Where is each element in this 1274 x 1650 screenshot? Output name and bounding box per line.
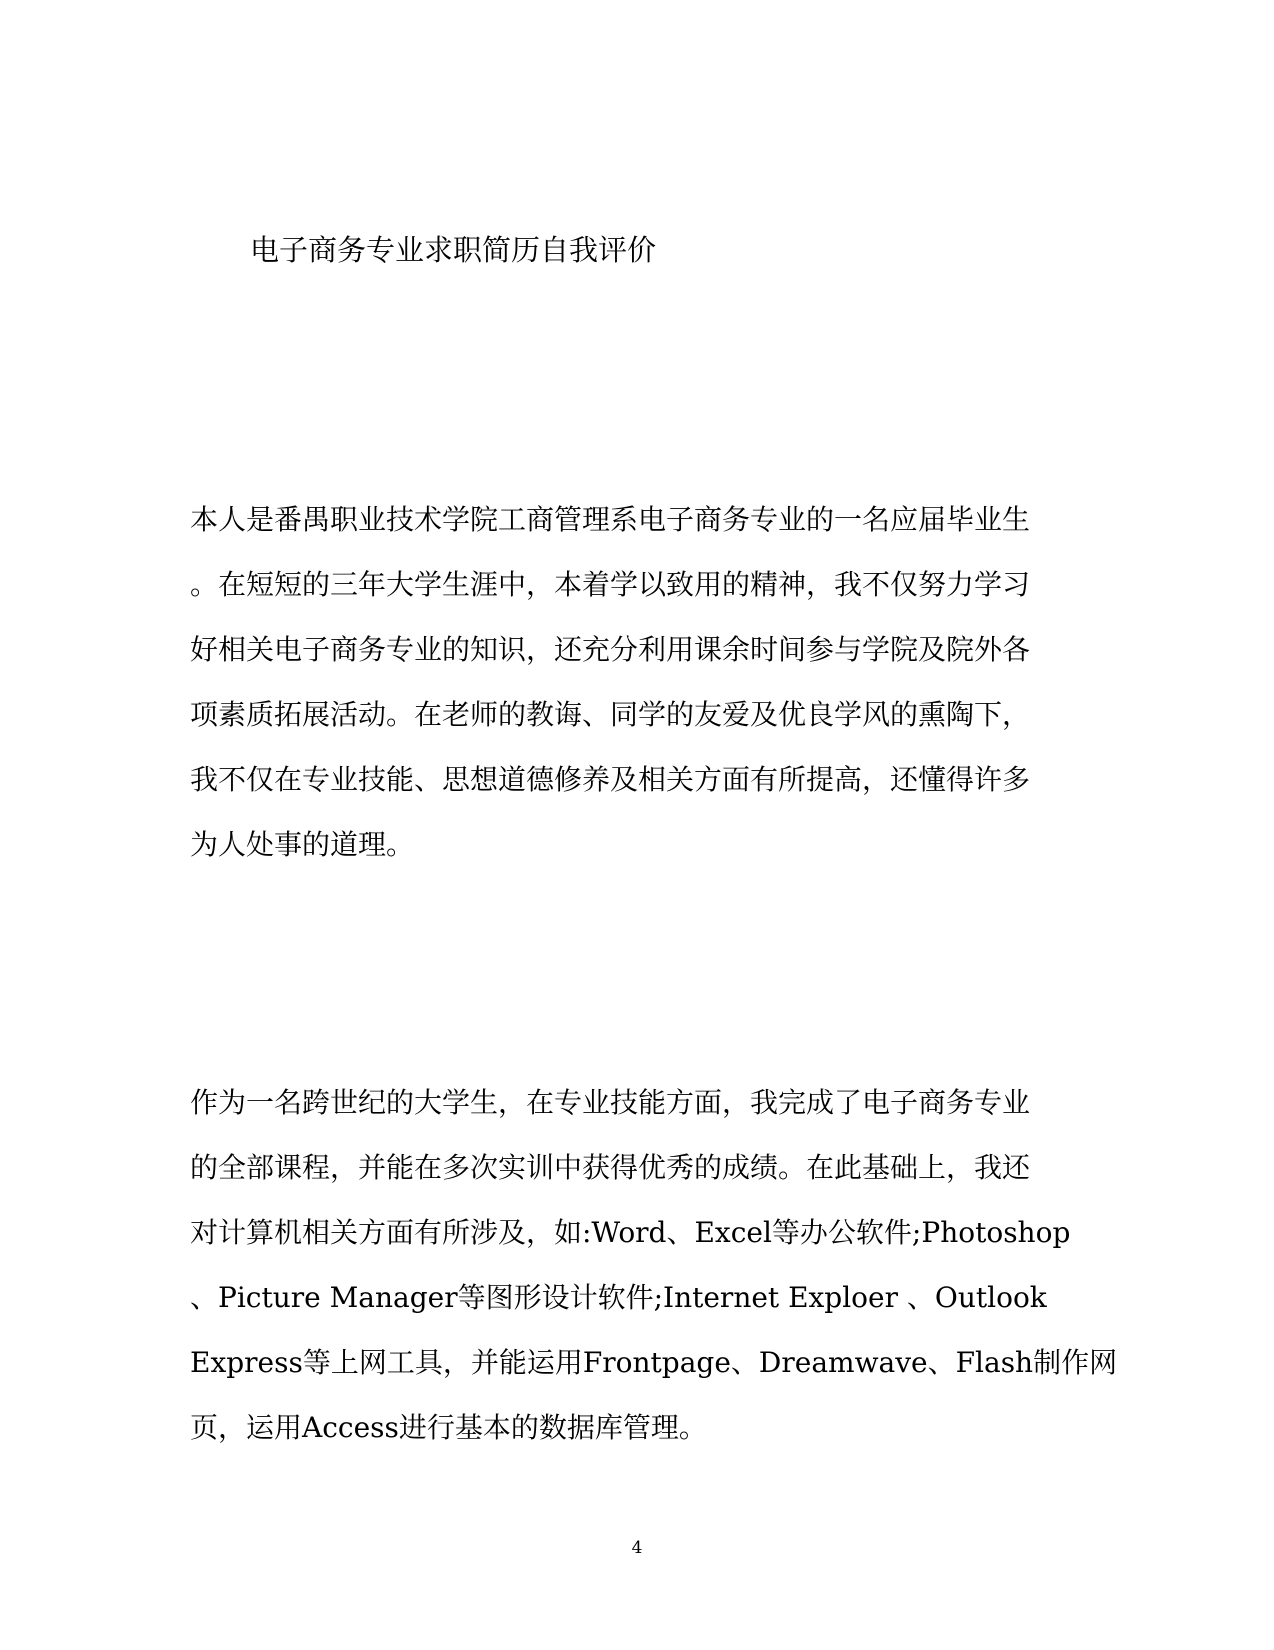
paragraph-line: 我不仅在专业技能、思想道德修养及相关方面有所提高，还懂得许多 (190, 763, 1031, 796)
paragraph-line: 作为一名跨世纪的大学生，在专业技能方面，我完成了电子商务专业 (190, 1086, 1031, 1119)
paragraph-professional-skills (190, 1070, 1118, 1460)
page-number: 4 (631, 1538, 643, 1558)
paragraph-line: 项素质拓展活动。在老师的教诲、同学的友爱及优良学风的熏陶下， (190, 698, 1031, 731)
paragraph-line: 为人处事的道理。 (190, 828, 415, 861)
paragraph-line: 本人是番禺职业技术学院工商管理系电子商务专业的一名应届毕业生 (190, 503, 1031, 536)
paragraph-line: 、Picture Manager等图形设计软件;Internet Exploer 、Outlook (190, 1281, 1047, 1314)
document-title: 电子商务专业求职简历自我评价 (250, 233, 657, 267)
paragraph-line: Express等上网工具，并能运用Frontpage、Dreamwave、Flash制作网 (190, 1346, 1118, 1379)
paragraph-line: 页，运用Access进行基本的数据库管理。 (190, 1411, 707, 1444)
paragraph-line: 的全部课程，并能在多次实训中获得优秀的成绩。在此基础上，我还 (190, 1151, 1031, 1184)
paragraph-self-introduction (190, 487, 1070, 877)
paragraph-line: 好相关电子商务专业的知识，还充分利用课余时间参与学院及院外各 (190, 633, 1031, 666)
paragraph-line: 。在短短的三年大学生涯中，本着学以致用的精神，我不仅努力学习 (190, 568, 1031, 601)
paragraph-line: 对计算机相关方面有所涉及，如:Word、Excel等办公软件;Photoshop (190, 1216, 1071, 1249)
